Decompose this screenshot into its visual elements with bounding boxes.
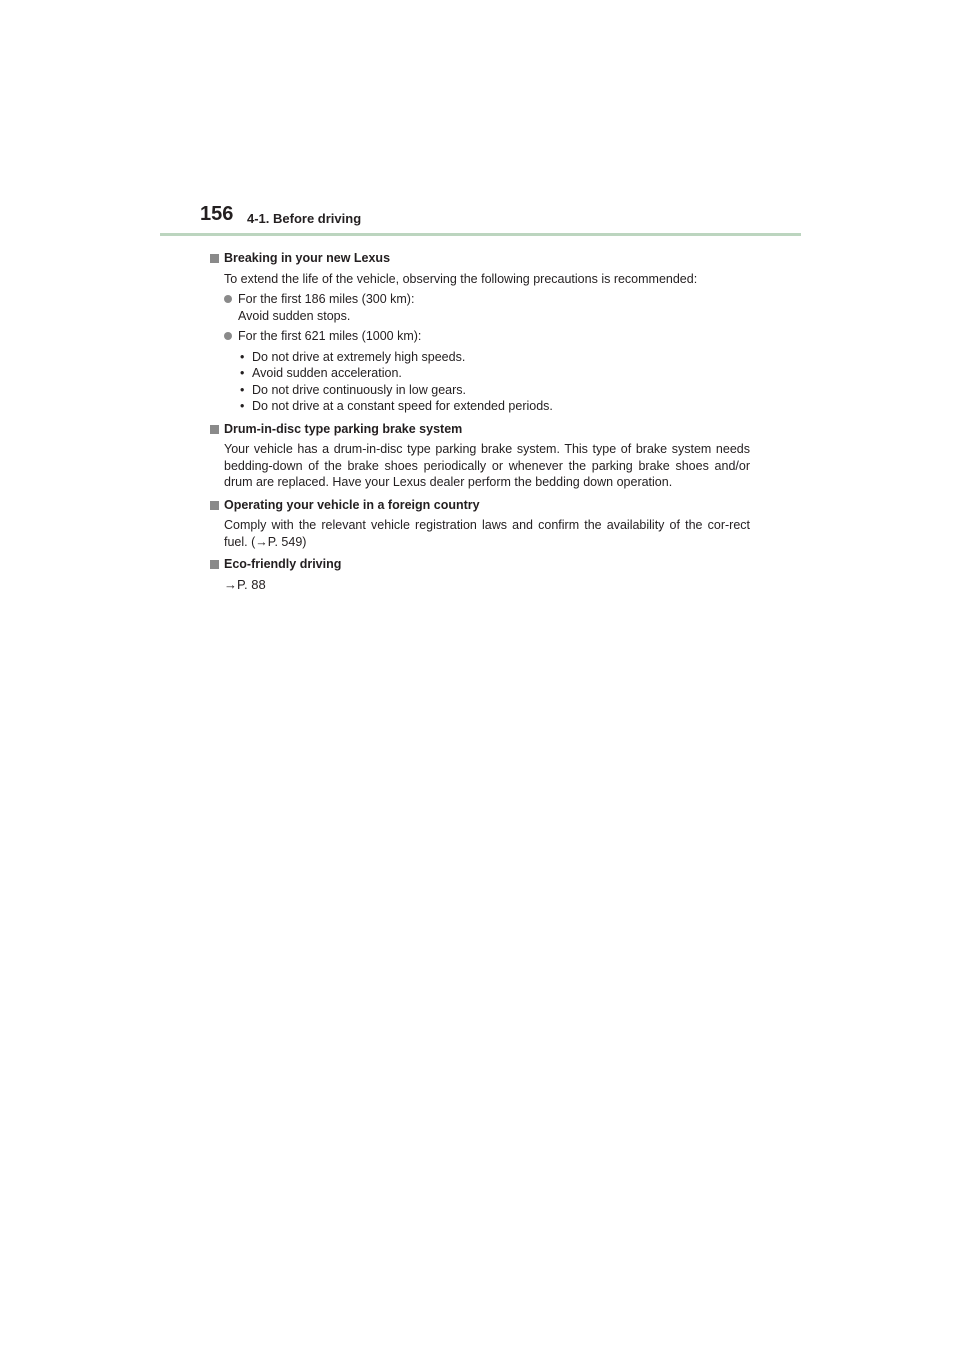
list-item-label: For the first 186 miles (300 km): — [238, 292, 415, 306]
bullet-item: • Do not drive at a constant speed for extended periods. — [240, 399, 553, 413]
bullet-dot-icon: • — [240, 366, 245, 380]
paragraph: Your vehicle has a drum-in-disc type parking brake system. This type of brake system needs bedding-down of the brake shoes periodically or whenever the parking brake shoes and/or drum are replaced. Have your Lexus dealer perform the bedding down operation. — [224, 442, 750, 489]
section-heading — [210, 556, 750, 573]
page-reference-link[interactable]: →P. 88 — [224, 576, 266, 592]
square-bullet-icon — [210, 560, 219, 569]
bullet-item: • Do not drive at extremely high speeds. — [240, 349, 466, 364]
section-heading — [210, 421, 750, 438]
list-item-detail: Avoid sudden stops. — [238, 308, 351, 323]
list-item — [210, 328, 750, 345]
square-bullet-icon — [210, 254, 219, 263]
section-heading — [210, 250, 750, 267]
section-heading — [210, 497, 750, 514]
bullet-item: • Avoid sudden acceleration. — [240, 366, 402, 380]
heading-text: Breaking in your new Lexus — [224, 251, 391, 265]
heading-text: Eco-friendly driving — [224, 557, 342, 571]
square-bullet-icon — [210, 501, 219, 510]
square-bullet-icon — [210, 425, 219, 434]
page-header — [200, 203, 800, 237]
page-number: 156 — [200, 203, 234, 225]
bullet-dot-icon: • — [240, 349, 245, 364]
list-item-label: For the first 621 miles (1000 km): — [238, 329, 422, 343]
bullet-dot-icon: • — [240, 399, 245, 413]
section-title: 4-1. Before driving — [247, 211, 362, 226]
page-content — [210, 244, 750, 593]
heading-text: Drum-in-disc type parking brake system — [224, 421, 463, 436]
paragraph: Comply with the relevant vehicle registration laws and confirm the availability of the cor-rect fuel. (→P. 549) — [224, 518, 750, 549]
circle-bullet-icon — [224, 332, 232, 340]
bullet-item: • Do not drive continuously in low gears. — [240, 382, 467, 397]
bullet-list — [210, 349, 750, 415]
circle-bullet-icon — [224, 295, 232, 303]
heading-text: Operating your vehicle in a foreign country — [224, 497, 480, 512]
paragraph: To extend the life of the vehicle, observing the following precautions is recommended: — [224, 271, 698, 286]
bullet-dot-icon: • — [240, 382, 245, 397]
header-divider — [160, 233, 801, 236]
list-item — [210, 291, 750, 308]
